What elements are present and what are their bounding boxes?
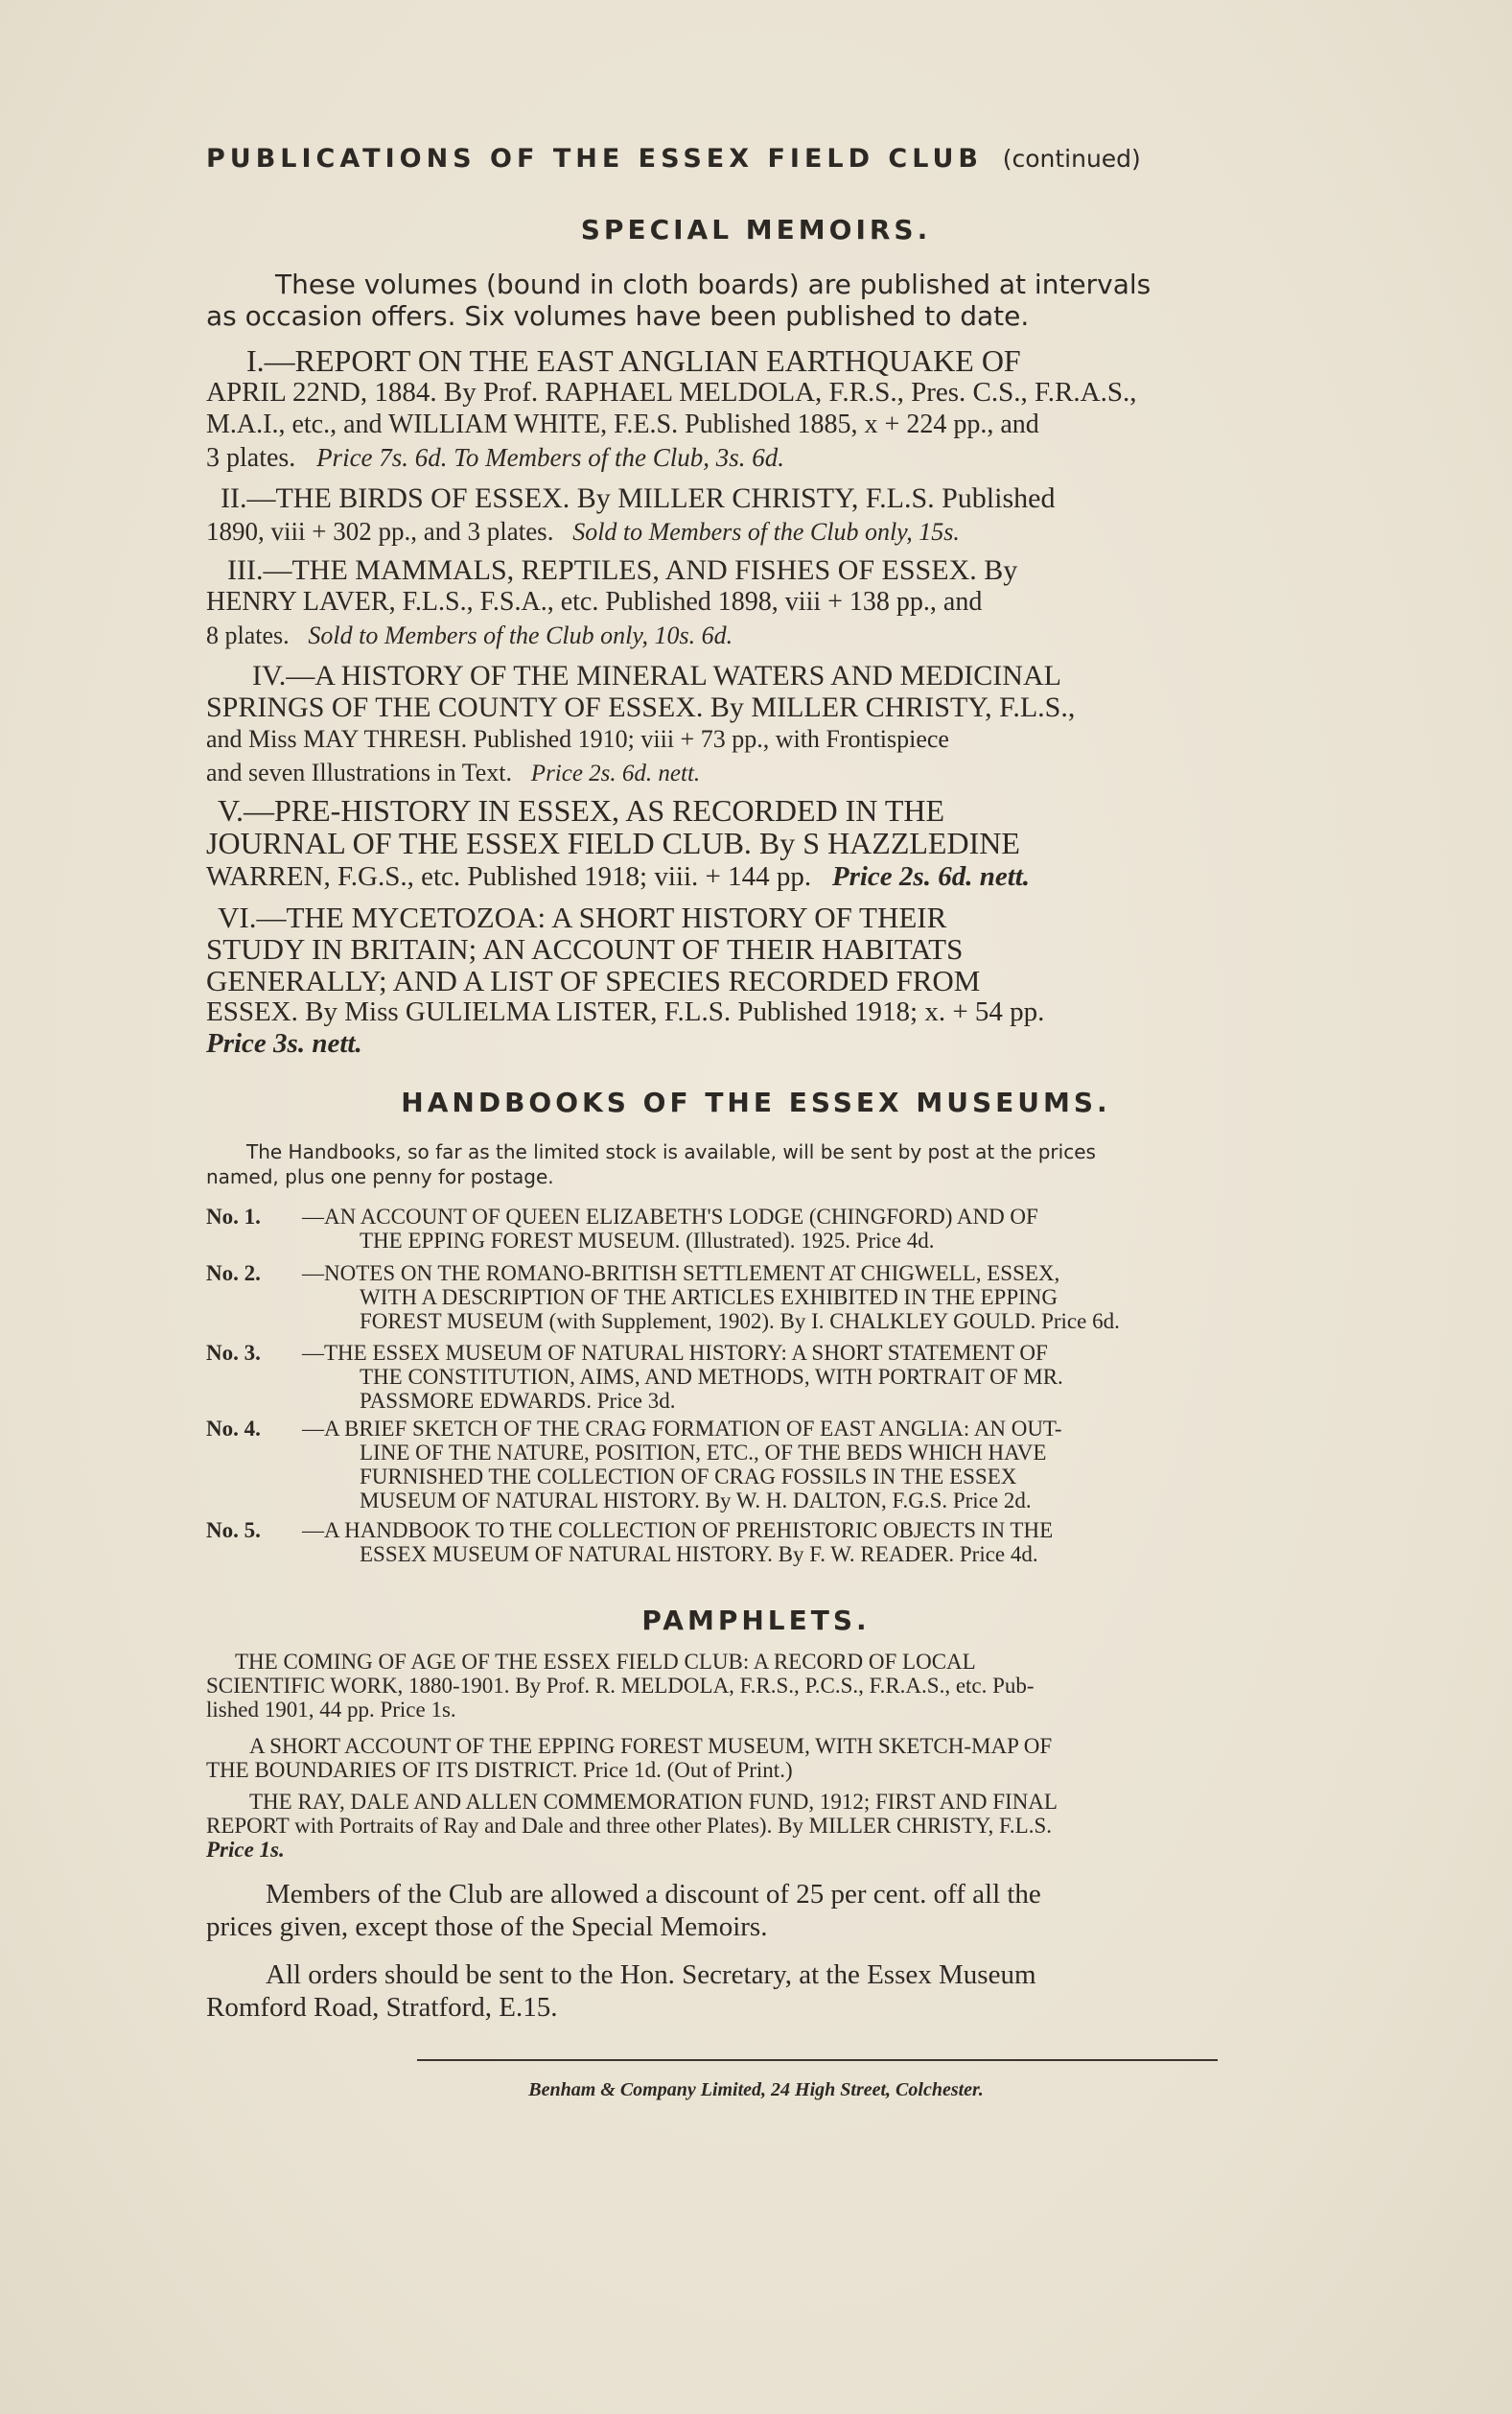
pamphlet-line: A SHORT ACCOUNT OF THE EPPING FOREST MUSEUM, WITH SKETCH-MAP OF bbox=[249, 1734, 1053, 1758]
memoir-line: 1890, viii + 302 pp., and 3 plates. bbox=[206, 517, 554, 546]
pamphlet-line: THE BOUNDARIES OF ITS DISTRICT. Price 1d. (Out of Print.) bbox=[206, 1758, 793, 1782]
handbook-line: ESSEX MUSEUM OF NATURAL HISTORY. By F. W. READER. Price 4d. bbox=[360, 1542, 1038, 1566]
memoir-line: and Miss MAY THRESH. Published 1910; viii + 73 pp., with Frontispiece bbox=[206, 725, 949, 753]
pamphlets-heading: PAMPHLETS. bbox=[641, 1605, 871, 1636]
handbook-number: No. 3. bbox=[206, 1341, 261, 1365]
handbook-line: —THE ESSEX MUSEUM OF NATURAL HISTORY: A SHORT STATEMENT OF bbox=[302, 1341, 1048, 1365]
special-memoirs-intro bbox=[206, 269, 1318, 332]
pamphlet-item bbox=[206, 1790, 1318, 1862]
discount-note bbox=[206, 1878, 1318, 1943]
handbook-line: —NOTES ON THE ROMANO-BRITISH SETTLEMENT AT CHIGWELL, ESSEX, bbox=[302, 1261, 1060, 1285]
memoir-line: HENRY LAVER, F.L.S., F.S.A., etc. Published 1898, viii + 138 pp., and bbox=[206, 587, 983, 617]
memoir-line: IV.—A HISTORY OF THE MINERAL WATERS AND MEDICINAL bbox=[252, 660, 1061, 691]
intro-line: as occasion offers. Six volumes have been published to date. bbox=[206, 300, 1030, 332]
memoir-line: GENERALLY; AND A LIST OF SPECIES RECORDED FROM bbox=[206, 964, 981, 997]
memoir-line: SPRINGS OF THE COUNTY OF ESSEX. By MILLER CHRISTY, F.L.S., bbox=[206, 691, 1076, 723]
memoir-item bbox=[206, 902, 1314, 1060]
memoir-item bbox=[206, 554, 1314, 651]
note-line: All orders should be sent to the Hon. Secretary, at the Essex Museum bbox=[266, 1959, 1036, 1990]
memoir-line: ESSEX. By Miss GULIELMA LISTER, F.L.S. Published 1918; x. + 54 pp. bbox=[206, 996, 1045, 1027]
pamphlet-line: REPORT with Portraits of Ray and Dale and three other Plates). By MILLER CHRISTY, F.L.S. bbox=[206, 1814, 1052, 1838]
memoir-line: 3 plates. bbox=[206, 443, 296, 473]
pamphlet-line: THE COMING OF AGE OF THE ESSEX FIELD CLUB: A RECORD OF LOCAL bbox=[235, 1650, 976, 1674]
memoir-price: Price 2s. 6d. nett. bbox=[831, 861, 1031, 892]
memoir-line: and seven Illustrations in Text. bbox=[206, 759, 513, 786]
memoir-item bbox=[206, 482, 1314, 548]
pamphlet-line: THE RAY, DALE AND ALLEN COMMEMORATION FUND, 1912; FIRST AND FINAL bbox=[249, 1790, 1058, 1814]
memoir-line: 8 plates. bbox=[206, 621, 290, 649]
pamphlet-item bbox=[206, 1650, 1318, 1722]
memoir-line: M.A.I., etc., and WILLIAM WHITE, F.E.S. Published 1885, x + 224 pp., and bbox=[206, 410, 1039, 439]
handbook-line: LINE OF THE NATURE, POSITION, ETC., OF THE BEDS WHICH HAVE bbox=[360, 1441, 1047, 1465]
handbooks-heading: HANDBOOKS OF THE ESSEX MUSEUMS. bbox=[401, 1087, 1111, 1118]
handbook-item bbox=[206, 1205, 1318, 1253]
note-line: prices given, except those of the Special Memoirs. bbox=[206, 1911, 768, 1942]
handbook-item bbox=[206, 1261, 1318, 1333]
page-header bbox=[206, 139, 1328, 178]
memoir-price: Sold to Members of the Club only, 10s. 6d. bbox=[308, 621, 733, 649]
pamphlet-item bbox=[206, 1734, 1318, 1782]
handbook-item bbox=[206, 1417, 1318, 1512]
memoir-line: III.—THE MAMMALS, REPTILES, AND FISHES OF ESSEX. By bbox=[227, 554, 1018, 586]
intro-line: These volumes (bound in cloth boards) are published at intervals bbox=[275, 269, 1151, 300]
pamphlet-line: SCIENTIFIC WORK, 1880-1901. By Prof. R. MELDOLA, F.R.S., P.C.S., F.R.A.S., etc. Pub- bbox=[206, 1674, 1035, 1698]
memoir-item bbox=[206, 794, 1314, 893]
handbook-item bbox=[206, 1518, 1318, 1566]
handbook-line: FURNISHED THE COLLECTION OF CRAG FOSSILS IN THE ESSEX bbox=[360, 1465, 1017, 1488]
handbook-line: —A HANDBOOK TO THE COLLECTION OF PREHISTORIC OBJECTS IN THE bbox=[302, 1518, 1054, 1542]
note-line: Members of the Club are allowed a discount of 25 per cent. off all the bbox=[266, 1879, 1041, 1910]
orders-note bbox=[206, 1958, 1318, 2024]
memoir-price: Price 3s. nett. bbox=[206, 1028, 362, 1059]
handbooks-intro bbox=[206, 1139, 1318, 1189]
handbook-line: MUSEUM OF NATURAL HISTORY. By W. H. DALTON, F.G.S. Price 2d. bbox=[360, 1488, 1032, 1512]
memoir-price: Sold to Members of the Club only, 15s. bbox=[572, 518, 960, 546]
divider bbox=[417, 2059, 1218, 2061]
handbook-line: THE EPPING FOREST MUSEUM. (Illustrated). 1925. Price 4d. bbox=[360, 1229, 935, 1253]
pamphlet-line: Price 1s. bbox=[206, 1838, 285, 1862]
handbook-line: THE CONSTITUTION, AIMS, AND METHODS, WITH PORTRAIT OF MR. bbox=[360, 1365, 1063, 1389]
memoir-line: WARREN, F.G.S., etc. Published 1918; viii. + 144 pp. bbox=[206, 861, 812, 892]
handbook-item bbox=[206, 1341, 1318, 1413]
handbook-line: —A BRIEF SKETCH OF THE CRAG FORMATION OF EAST ANGLIA: AN OUT- bbox=[302, 1417, 1062, 1441]
handbook-line: —AN ACCOUNT OF QUEEN ELIZABETH'S LODGE (CHINGFORD) AND OF bbox=[302, 1205, 1038, 1229]
handbook-line: FOREST MUSEUM (with Supplement, 1902). By I. CHALKLEY GOULD. Price 6d. bbox=[360, 1309, 1120, 1333]
memoir-line: APRIL 22ND, 1884. By Prof. RAPHAEL MELDOLA, F.R.S., Pres. C.S., F.R.A.S., bbox=[206, 377, 1137, 408]
memoir-line: STUDY IN BRITAIN; AN ACCOUNT OF THEIR HABITATS bbox=[206, 932, 964, 966]
printer-imprint: Benham & Company Limited, 24 High Street, Colchester. bbox=[528, 2079, 984, 2100]
pamphlet-line: lished 1901, 44 pp. Price 1s. bbox=[206, 1698, 456, 1722]
handbook-number: No. 5. bbox=[206, 1518, 261, 1542]
note-line: Romford Road, Stratford, E.15. bbox=[206, 1992, 558, 2023]
handbook-number: No. 2. bbox=[206, 1261, 261, 1285]
memoir-line: V.—PRE-HISTORY IN ESSEX, AS RECORDED IN THE bbox=[218, 793, 945, 828]
memoir-price: Price 2s. 6d. nett. bbox=[530, 761, 701, 786]
memoir-line: II.—THE BIRDS OF ESSEX. By MILLER CHRISTY, F.L.S. Published bbox=[221, 482, 1056, 514]
intro-line: named, plus one penny for postage. bbox=[206, 1165, 554, 1188]
handbook-line: WITH A DESCRIPTION OF THE ARTICLES EXHIBITED IN THE EPPING bbox=[360, 1285, 1058, 1309]
memoir-item bbox=[206, 660, 1314, 789]
handbook-line: PASSMORE EDWARDS. Price 3d. bbox=[360, 1389, 676, 1413]
handbook-number: No. 4. bbox=[206, 1417, 261, 1441]
memoir-item bbox=[206, 345, 1314, 474]
handbook-number: No. 1. bbox=[206, 1205, 261, 1229]
header-continued: (continued) bbox=[1002, 145, 1141, 173]
memoir-line: I.—REPORT ON THE EAST ANGLIAN EARTHQUAKE OF bbox=[246, 343, 1021, 378]
header-title: PUBLICATIONS OF THE ESSEX FIELD CLUB bbox=[206, 144, 983, 174]
special-memoirs-heading: SPECIAL MEMOIRS. bbox=[580, 214, 932, 246]
memoir-line: JOURNAL OF THE ESSEX FIELD CLUB. By S HAZZLEDINE bbox=[206, 826, 1020, 860]
memoir-line: VI.—THE MYCETOZOA: A SHORT HISTORY OF THEIR bbox=[218, 901, 947, 934]
intro-line: The Handbooks, so far as the limited stock is available, will be sent by post at the prices bbox=[246, 1140, 1096, 1163]
memoir-price: Price 7s. 6d. To Members of the Club, 3s. 6d. bbox=[316, 443, 785, 472]
